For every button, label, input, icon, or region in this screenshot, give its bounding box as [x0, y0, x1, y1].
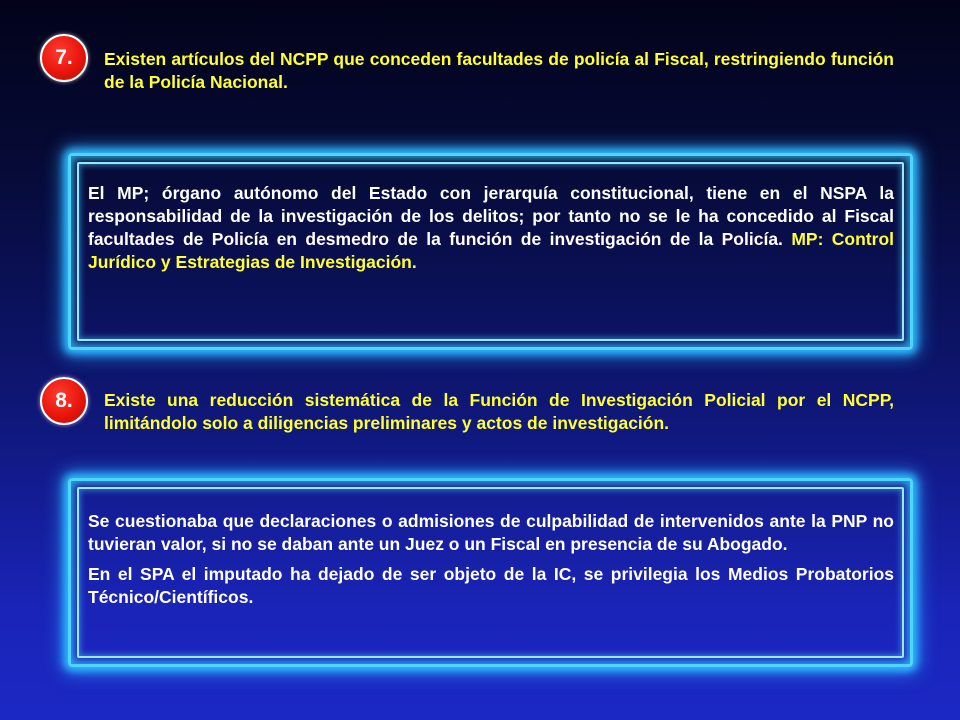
section-7-heading: Existen artículos del NCPP que conceden facultades de policía al Fiscal, restringiendo función de la Policía Nacional. [104, 49, 894, 92]
item-number-badge-8: 8. [40, 377, 88, 425]
section-7-box-body: El MP; órgano autónomo del Estado con jerarquía constitucional, tiene en el NSPA la responsabilidad de la investigación de los delitos; por tanto no se le ha concedido al Fiscal facultades de Policía en desmedro de la función de investigación de la Policía. [88, 183, 894, 249]
section-8-paragraph-1: Se cuestionaba que declaraciones o admisiones de culpabilidad de intervenidos ante la PNP no tuvieran valor, si no se daban ante un Juez o un Fiscal en presencia de su Abogado. [88, 511, 894, 554]
section-7-box-text [88, 182, 894, 274]
section-8-paragraph-2: En el SPA el imputado ha dejado de ser objeto de la IC, se privilegia los Medios Probatorios Técnico/Científicos. [88, 564, 894, 607]
section-7-box-highlight: MP: Control Jurídico y Estrategias de Investigación. [88, 229, 894, 272]
section-8-heading: Existe una reducción sistemática de la Función de Investigación Policial por el NCPP, limitándolo solo a diligencias preliminares y actos de investigación. [104, 390, 894, 433]
section-8-box-text [88, 510, 894, 609]
item-number-badge-7: 7. [40, 34, 88, 82]
